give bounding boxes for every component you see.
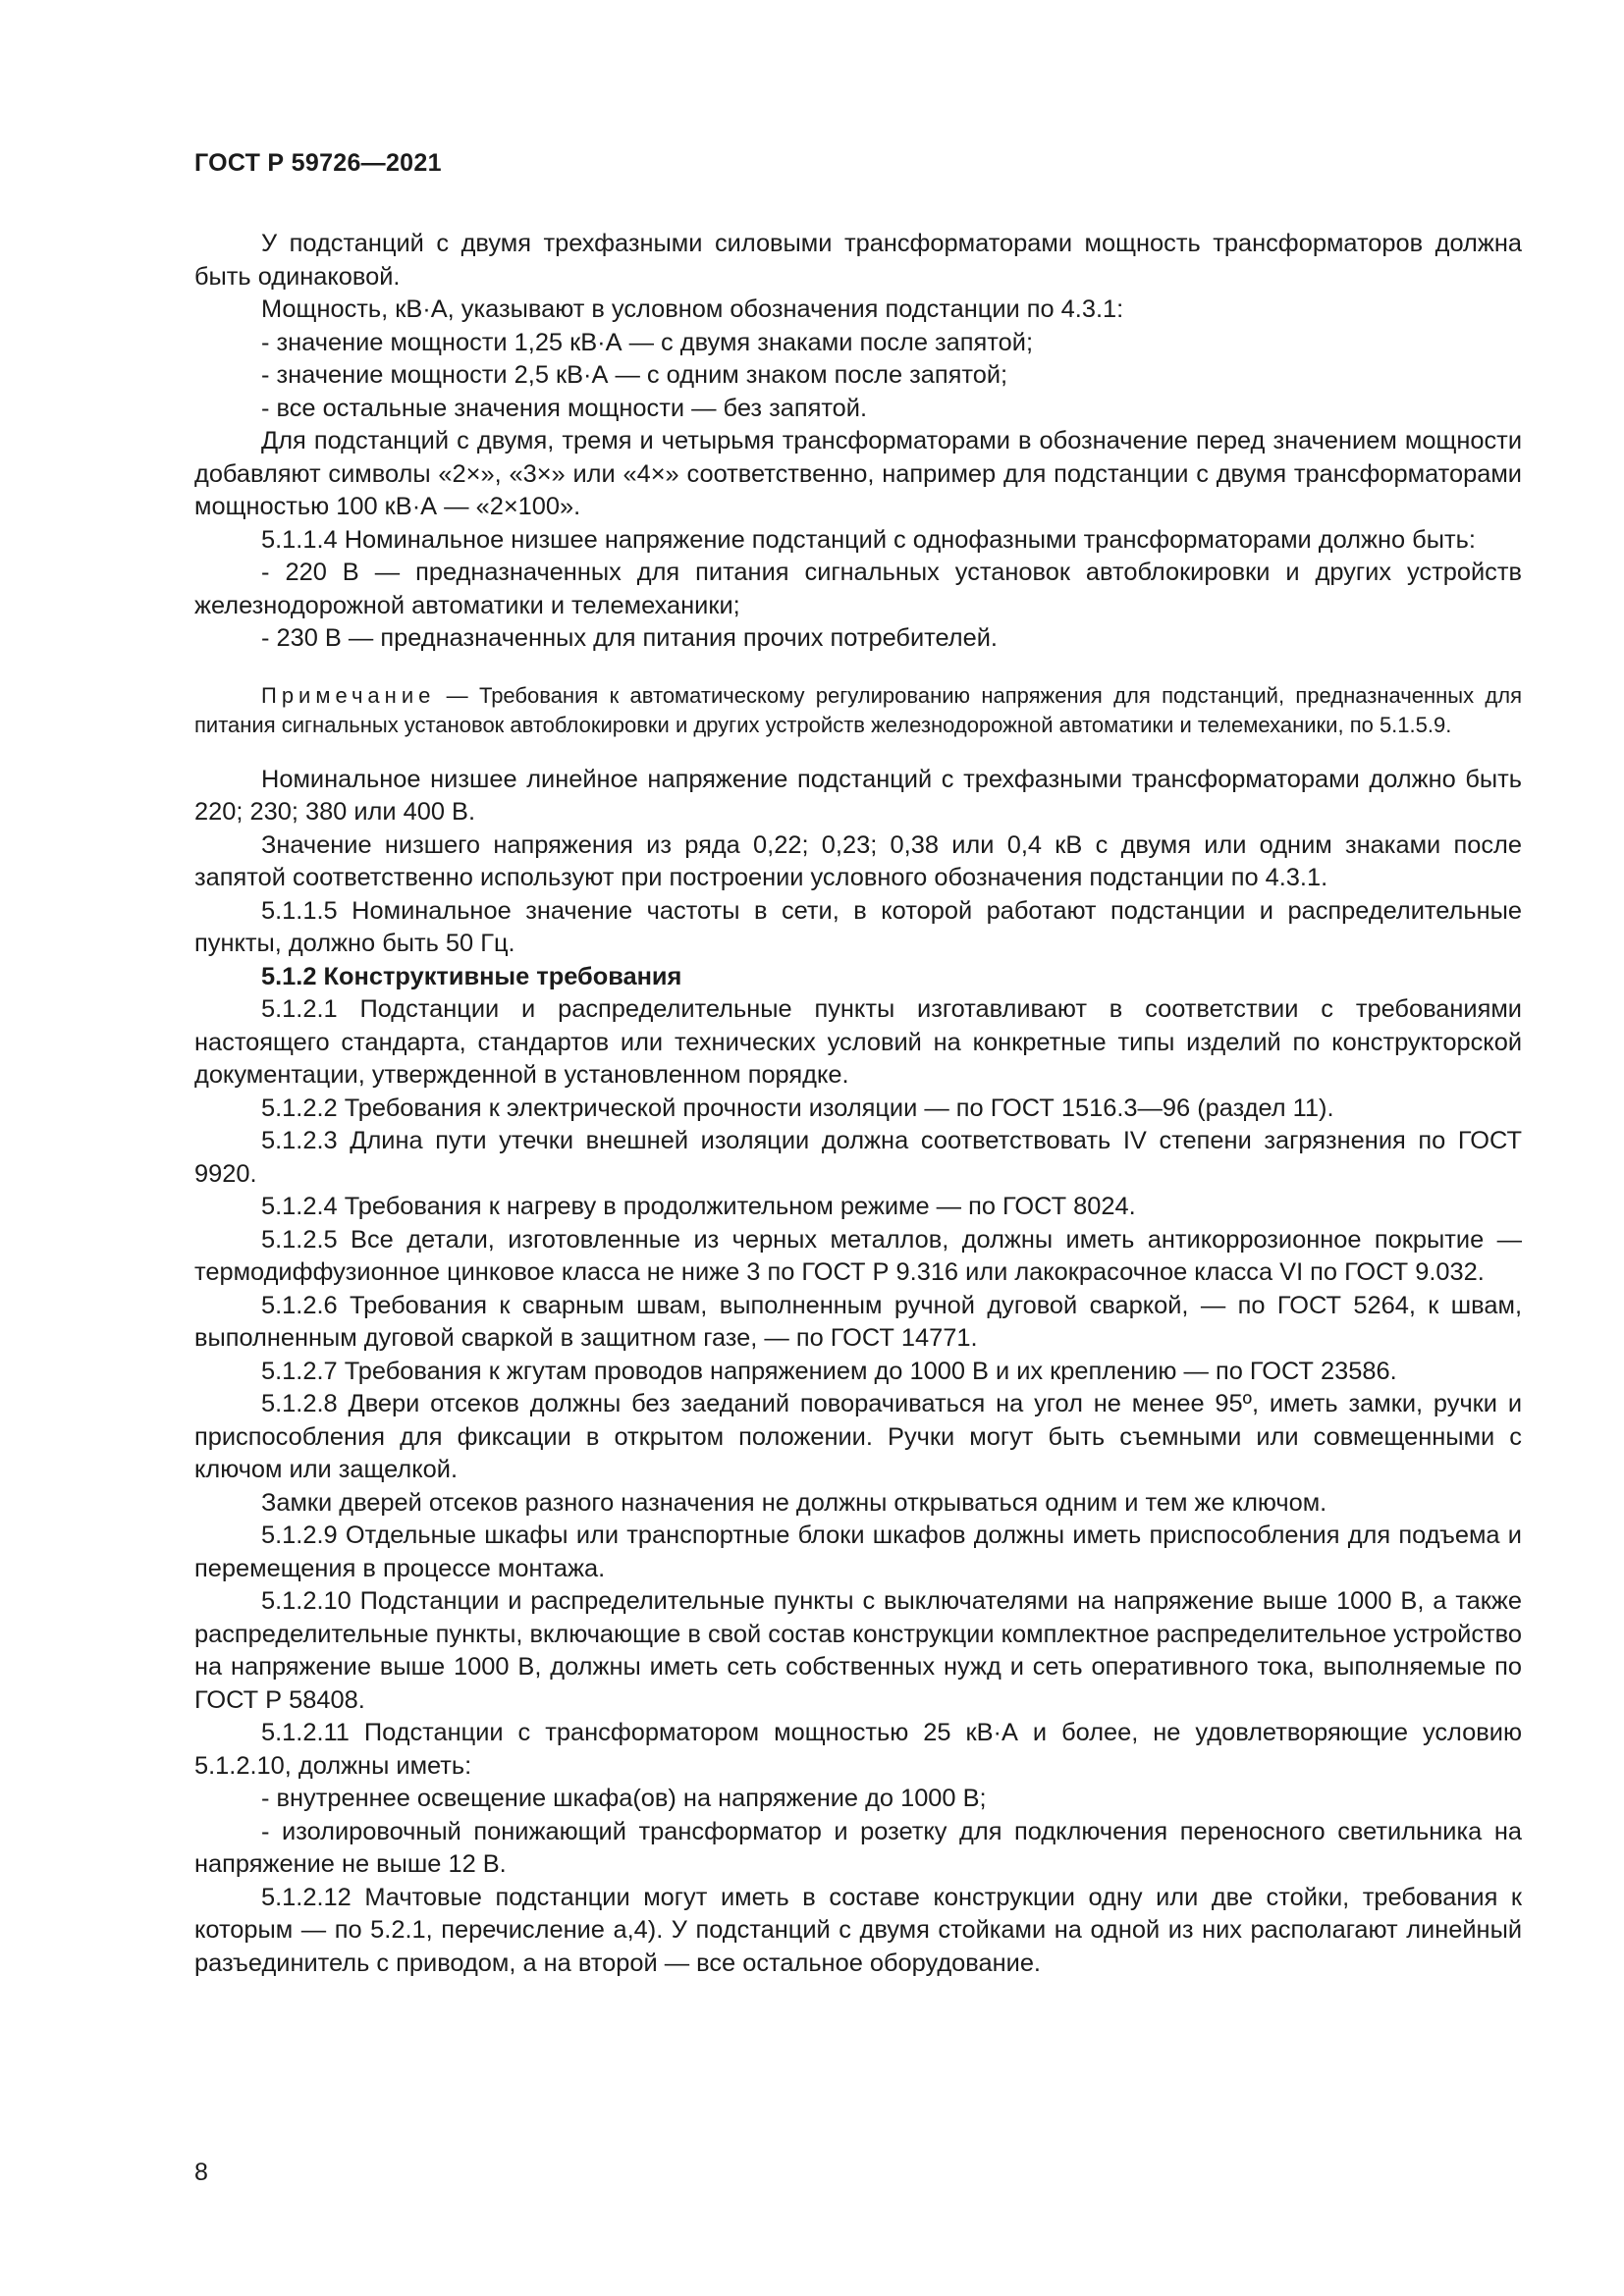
paragraph: 5.1.2.7 Требования к жгутам проводов напряжением до 1000 В и их креплению — по ГОСТ 23586. [261, 1357, 1397, 1385]
paragraph: 5.1.2.4 Требования к нагреву в продолжительном режиме — по ГОСТ 8024. [261, 1193, 1136, 1220]
paragraph: 5.1.2.9 Отдельные шкафы или транспортные блоки шкафов должны иметь приспособления для подъема и перемещения в процессе монтажа. [194, 1522, 1522, 1582]
document-body [194, 228, 1522, 1980]
paragraph: 5.1.1.4 Номинальное низшее напряжение подстанций с однофазными трансформаторами должно быть: [261, 525, 1476, 554]
paragraph: 5.1.2.2 Требования к электрической прочности изоляции — по ГОСТ 1516.3—96 (раздел 11). [261, 1094, 1334, 1122]
list-item: - все остальные значения мощности — без запятой. [261, 394, 868, 422]
note-label: Примечание [261, 682, 436, 708]
paragraph: Мощность, кВ·А, указывают в условном обозначения подстанции по 4.3.1: [261, 295, 1124, 323]
list-item: - внутреннее освещение шкафа(ов) на напряжение до 1000 В; [261, 1785, 987, 1812]
paragraph: 5.1.2.5 Все детали, изготовленные из черных металлов, должны иметь антикоррозионное покрытие — термодиффузионное цинковое класса не ниже 3 по ГОСТ Р 9.316 или лакокрасочное класса VI по ГОСТ 9.032. [194, 1225, 1522, 1286]
paragraph: 5.1.2.3 Длина пути утечки внешней изоляции должна соответствовать IV степени загрязнения по ГОСТ 9920. [194, 1127, 1522, 1188]
paragraph: Значение низшего напряжения из ряда 0,22; 0,23; 0,38 или 0,4 кВ с двумя или одним знаками после запятой соответственно используют при построении условного обозначения подстанции по 4.3.1. [194, 830, 1522, 891]
standard-header: ГОСТ Р 59726—2021 [194, 149, 442, 177]
note-text: — Требования к автоматическому регулированию напряжения для подстанций, предназначенных для питания сигнальных установок автоблокировки и других устройств железнодорожной автоматики и телемеханики, по 5.1.5.9. [194, 682, 1522, 737]
list-item: - 220 В — предназначенных для питания сигнальных установок автоблокировки и других устройств железнодорожной автоматики и телемеханики; [194, 559, 1522, 619]
paragraph: Номинальное низшее линейное напряжение подстанций с трехфазными трансформаторами должно быть 220; 230; 380 или 400 В. [194, 765, 1522, 826]
list-item: - изолировочный понижающий трансформатор и розетку для подключения переносного светильника на напряжение не выше 12 В. [194, 1817, 1522, 1878]
paragraph: Для подстанций с двумя, тремя и четырьмя трансформаторами в обозначение перед значением мощности добавляют символы «2×», «3×» или «4×» соответственно, например для подстанции с двумя трансформаторами мощностью 100 кВ·А — «2×100». [194, 427, 1522, 520]
note [194, 681, 1522, 740]
paragraph: 5.1.2.11 Подстанции с трансформатором мощностью 25 кВ·А и более, не удовлетворяющие условию 5.1.2.10, должны иметь: [194, 1719, 1522, 1780]
paragraph: 5.1.2.8 Двери отсеков должны без заеданий поворачиваться на угол не менее 95º, иметь замки, ручки и приспособления для фиксации в открытом положении. Ручки могут быть съемными или совмещенными с ключом или защелкой. [194, 1390, 1522, 1483]
section-heading: 5.1.2 Конструктивные требования [261, 962, 682, 990]
paragraph: 5.1.1.5 Номинальное значение частоты в сети, в которой работают подстанции и распределительные пункты, должно быть 50 Гц. [194, 896, 1522, 957]
paragraph: 5.1.2.6 Требования к сварным швам, выполненным ручной дуговой сваркой, — по ГОСТ 5264, к швам, выполненным дуговой сваркой в защитном газе, — по ГОСТ 14771. [194, 1291, 1522, 1352]
paragraph: 5.1.2.1 Подстанции и распределительные пункты изготавливают в соответствии с требованиями настоящего стандарта, стандартов или технических условий на конкретные типы изделий по конструкторской документации, утвержденной в установленном порядке. [194, 995, 1522, 1089]
list-item: - 230 В — предназначенных для питания прочих потребителей. [261, 624, 998, 652]
page-number: 8 [194, 2159, 208, 2186]
list-item: - значение мощности 1,25 кВ·А — с двумя знаками после запятой; [261, 328, 1033, 356]
paragraph: Замки дверей отсеков разного назначения не должны открываться одним и тем же ключом. [261, 1488, 1327, 1517]
list-item: - значение мощности 2,5 кВ·А — с одним знаком после запятой; [261, 361, 1008, 389]
paragraph: У подстанций с двумя трехфазными силовыми трансформаторами мощность трансформаторов должна быть одинаковой. [194, 230, 1522, 291]
paragraph: 5.1.2.10 Подстанции и распределительные пункты с выключателями на напряжение выше 1000 В, а также распределительные пункты, включающие в свой состав конструкции комплектное распределительное устройство на напряжение выше 1000 В, должны иметь сеть собственных нужд и сеть оперативного тока, выполняемые по ГОСТ Р 58408. [194, 1587, 1522, 1714]
paragraph: 5.1.2.12 Мачтовые подстанции могут иметь в составе конструкции одну или две стойки, требования к которым — по 5.2.1, перечисление а,4). У подстанций с двумя стойками на одной из них располагают линейный разъединитель с приводом, а на второй — все остальное оборудование. [194, 1883, 1522, 1977]
